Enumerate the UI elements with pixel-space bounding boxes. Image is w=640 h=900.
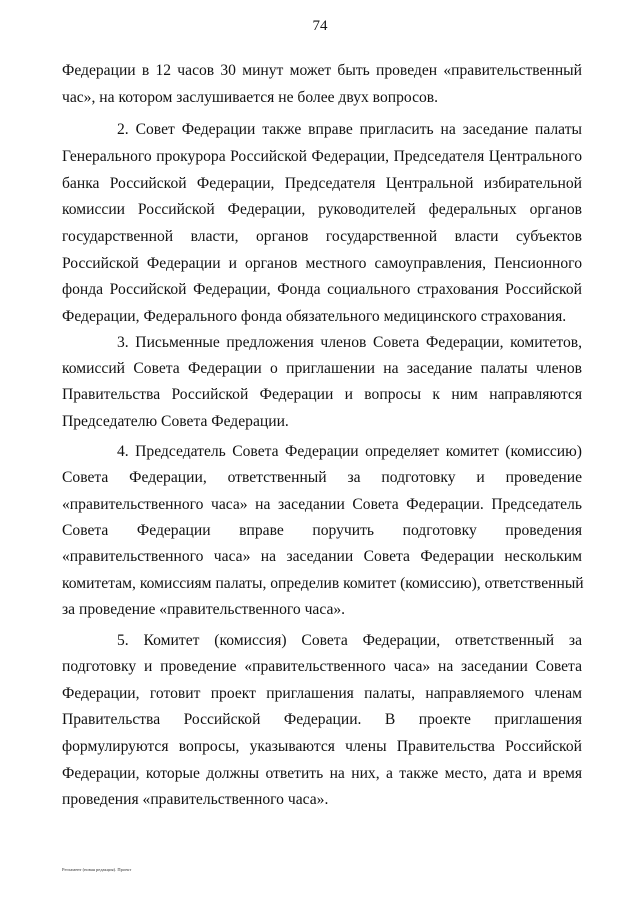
text-line: государственной власти, органов государственной власти субъектов xyxy=(62,228,582,245)
page-number: 74 xyxy=(312,18,328,34)
text-line: Федерации, готовит проект приглашения палаты, направляемого членам xyxy=(62,685,582,702)
text-line: 4. Председатель Совета Федерации определяет комитет (комиссию) xyxy=(117,443,582,460)
text-line: за проведение «правительственного часа». xyxy=(62,601,346,618)
text-line: 5. Комитет (комиссия) Совета Федерации, ответственный за xyxy=(117,632,582,649)
text-line: Совета Федерации, ответственный за подготовку и проведение xyxy=(62,469,582,486)
text-line: Федерации, которые должны ответить на них, а также место, дата и время xyxy=(62,765,582,782)
text-line: проведения «правительственного часа». xyxy=(62,791,329,808)
text-line: Генерального прокурора Российской Федерации, Председателя Центрального xyxy=(62,148,582,165)
text-line: комиссии Российской Федерации, руководителей федеральных органов xyxy=(62,201,582,218)
text-line: Совета Федерации вправе поручить подготовку проведения xyxy=(62,522,582,539)
text-line: 2. Совет Федерации также вправе пригласить на заседание палаты xyxy=(117,121,582,138)
text-line: комиссий Совета Федерации о приглашении на заседание палаты членов xyxy=(62,360,582,377)
text-line: комитетам, комиссиям палаты, определив комитет (комиссию), ответственный xyxy=(62,575,584,592)
text-line: Правительства Российской Федерации и вопросы к ним направляются xyxy=(62,386,582,403)
text-line: Правительства Российской Федерации. В проекте приглашения xyxy=(62,711,582,728)
text-line: подготовку и проведение «правительственного часа» на заседании Совета xyxy=(62,658,582,675)
text-line: Председателю Совета Федерации. xyxy=(62,413,289,430)
text-line: банка Российской Федерации, Председателя Центральной избирательной xyxy=(62,175,582,192)
footer-note: Регламент (новая редакция). Проект xyxy=(62,867,132,872)
text-line: Федерации в 12 часов 30 минут может быть проведен «правительственный xyxy=(62,62,582,79)
text-line: Федерации, Федерального фонда обязательного медицинского страхования. xyxy=(62,308,567,325)
text-line: «правительственного часа» на заседании Совета Федерации. Председатель xyxy=(62,496,582,513)
text-line: формулируются вопросы, указываются члены Правительства Российской xyxy=(62,738,582,755)
text-line: Российской Федерации и органов местного самоуправления, Пенсионного xyxy=(62,255,582,272)
text-line: фонда Российской Федерации, Фонда социального страхования Российской xyxy=(62,281,582,298)
text-line: час», на котором заслушивается не более двух вопросов. xyxy=(62,89,439,106)
text-line: «правительственного часа» на заседании Совета Федерации нескольким xyxy=(62,548,582,565)
text-line: 3. Письменные предложения членов Совета Федерации, комитетов, xyxy=(117,334,582,351)
